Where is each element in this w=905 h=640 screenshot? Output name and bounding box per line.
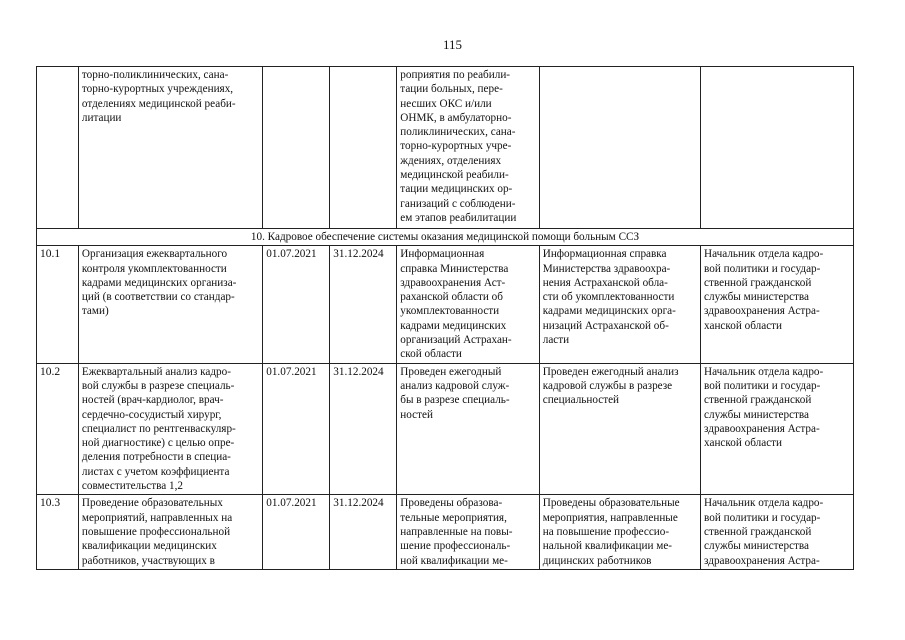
section-title: 10. Кадровое обеспечение системы оказания медицинской помощи больным ССЗ [37, 229, 854, 246]
cell-end-date [330, 67, 397, 229]
cell-responsible: Начальник отдела кадро- вой политики и государ- ственной гражданской службы министерства здравоохранения Астра- [701, 495, 854, 570]
plan-table [36, 66, 854, 570]
cell-number: 10.2 [37, 363, 79, 495]
cell-result: Проведены образова- тельные мероприятия, направленные на повы- шение профессиональ- ной квалификации ме- [397, 495, 539, 570]
cell-number: 10.3 [37, 495, 79, 570]
table-row [37, 495, 854, 570]
cell-end-date: 31.12.2024 [330, 495, 397, 570]
cell-result: роприятия по реабили- тации больных, пере- несших ОКС и/или ОНМК, в амбулаторно- поликлинических, сана- торно-курортных учре- ждениях, отделениях медицинской реабили- тации медицинских ор- ганизаций с соблюдени- ем этапов реабилитации [397, 67, 539, 229]
cell-start-date [263, 67, 330, 229]
cell-task: Ежеквартальный анализ кадро- вой службы в разрезе специаль- ностей (врач-кардиолог, врач- сердечно-сосудистый хирург, специалист по рентгенваскуляр- ной диагностике) с целью опре- деления потребности в специа- листах с учетом коэффициента совместительства 1,2 [78, 363, 262, 495]
cell-number: 10.1 [37, 246, 79, 363]
table-row [37, 246, 854, 363]
cell-start-date: 01.07.2021 [263, 363, 330, 495]
table-row [37, 363, 854, 495]
section-heading-row [37, 229, 854, 246]
cell-task: Проведение образовательных мероприятий, направленных на повышение профессиональной квалификации медицинских работников, участвующих в [78, 495, 262, 570]
page-number: 115 [442, 37, 463, 52]
cell-start-date: 01.07.2021 [263, 495, 330, 570]
cell-responsible: Начальник отдела кадро- вой политики и государ- ственной гражданской службы министерства здравоохранения Астра- ханской области [701, 246, 854, 363]
cell-indicator [539, 67, 700, 229]
cell-end-date: 31.12.2024 [330, 363, 397, 495]
cell-start-date: 01.07.2021 [263, 246, 330, 363]
cell-result: Информационная справка Министерства здравоохранения Аст- раханской области об укомплектованности кадрами медицинских организаций Астрахан- ской области [397, 246, 539, 363]
cell-task: Организация ежеквартального контроля укомплектованности кадрами медицинских организа- ций (в соответствии со стандар- тами) [78, 246, 262, 363]
cell-task: торно-поликлинических, сана- торно-курортных учреждениях, отделениях медицинской реаби- литации [78, 67, 262, 229]
cell-indicator: Проведен ежегодный анализ кадровой службы в разрезе специальностей [539, 363, 700, 495]
cell-indicator: Проведены образовательные мероприятия, направленные на повышение профессио- нальной квалификации ме- дицинских работников [539, 495, 700, 570]
cell-number [37, 67, 79, 229]
table-row-continuation [37, 67, 854, 229]
cell-responsible [701, 67, 854, 229]
cell-indicator: Информационная справка Министерства здравоохра- нения Астраханской обла- сти об укомплектованности кадрами медицинских орга- низаций Астраханской об- ласти [539, 246, 700, 363]
cell-result: Проведен ежегодный анализ кадровой служ- бы в разрезе специаль- ностей [397, 363, 539, 495]
cell-end-date: 31.12.2024 [330, 246, 397, 363]
cell-responsible: Начальник отдела кадро- вой политики и государ- ственной гражданской службы министерства здравоохранения Астра- ханской области [701, 363, 854, 495]
